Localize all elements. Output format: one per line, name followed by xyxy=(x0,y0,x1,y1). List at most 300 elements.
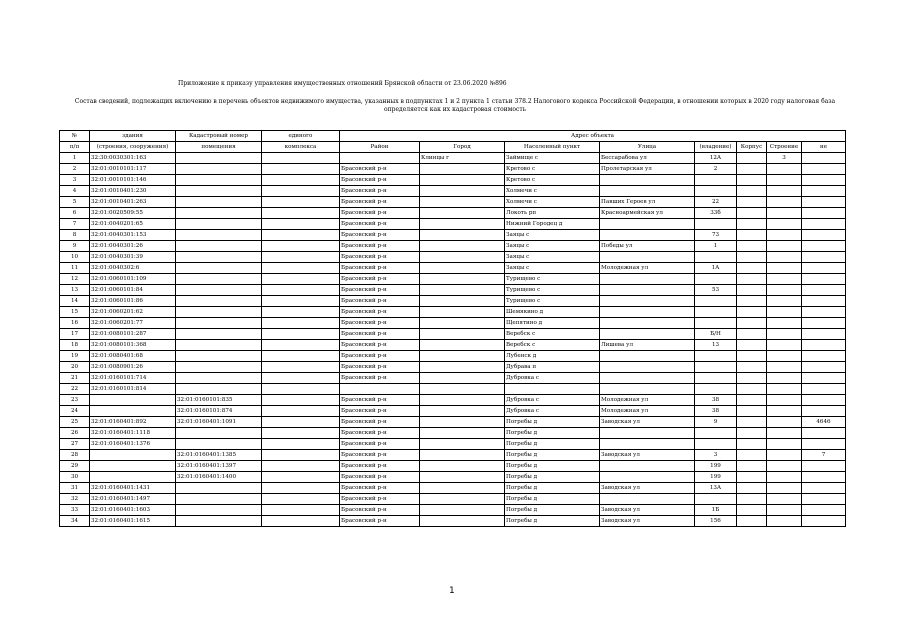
table-header-row xyxy=(60,142,846,153)
header-cell: Район xyxy=(340,142,420,153)
table-cell: Холмечи с xyxy=(505,197,600,208)
table-cell: Веребск с xyxy=(505,340,600,351)
table-row xyxy=(60,307,846,318)
table-cell: Локоть рп xyxy=(505,208,600,219)
table-cell xyxy=(420,494,505,505)
table-cell: Брасовский р-н xyxy=(340,186,420,197)
table-cell xyxy=(767,362,802,373)
table-cell xyxy=(802,186,846,197)
table-cell: Брасовский р-н xyxy=(340,373,420,384)
table-cell: Брасовский р-н xyxy=(340,494,420,505)
table-cell xyxy=(802,494,846,505)
table-cell: Молодежная ул xyxy=(600,263,695,274)
table-cell: Холмечи с xyxy=(505,186,600,197)
table-row xyxy=(60,274,846,285)
table-cell xyxy=(695,494,737,505)
table-cell xyxy=(737,362,767,373)
table-cell xyxy=(802,373,846,384)
table-cell xyxy=(737,483,767,494)
table-cell xyxy=(262,252,340,263)
table-cell xyxy=(737,505,767,516)
table-cell xyxy=(737,285,767,296)
table-cell: 32:01:0040301:153 xyxy=(90,230,176,241)
table-cell: 3 xyxy=(695,450,737,461)
table-cell: 32:01:0160401:1397 xyxy=(176,461,262,472)
table-cell xyxy=(767,373,802,384)
table-cell xyxy=(176,329,262,340)
table-cell xyxy=(600,230,695,241)
table-cell: 23 xyxy=(60,395,90,406)
table-cell: 32:01:0160101:835 xyxy=(176,395,262,406)
table-cell: 32:01:0010401:263 xyxy=(90,197,176,208)
table-cell xyxy=(737,164,767,175)
table-cell: Брасовский р-н xyxy=(340,516,420,527)
table-cell xyxy=(420,263,505,274)
table-cell: 33 xyxy=(60,505,90,516)
table-cell xyxy=(90,461,176,472)
table-cell xyxy=(695,318,737,329)
table-cell xyxy=(420,373,505,384)
table-cell: 38 xyxy=(695,395,737,406)
table-body xyxy=(60,153,846,527)
table-cell: 19 xyxy=(60,351,90,362)
table-cell: Брасовский р-н xyxy=(340,296,420,307)
table-cell xyxy=(176,373,262,384)
table-cell: Брасовский р-н xyxy=(340,428,420,439)
table-cell xyxy=(767,483,802,494)
table-cell xyxy=(176,351,262,362)
table-cell: 32:01:0160401:1376 xyxy=(90,439,176,450)
table-cell xyxy=(802,307,846,318)
table-cell xyxy=(767,296,802,307)
table-cell: 32:01:0160101:714 xyxy=(90,373,176,384)
table-cell xyxy=(737,175,767,186)
table-cell: Брасовский р-н xyxy=(340,164,420,175)
table-cell: Заяцы с xyxy=(505,263,600,274)
table-cell: 3 xyxy=(60,175,90,186)
table-cell xyxy=(737,351,767,362)
table-cell: Заводская ул xyxy=(600,483,695,494)
table-cell: Турищево с xyxy=(505,285,600,296)
header-cell-address: Адрес объекта xyxy=(340,131,846,142)
table-cell: Дубровка с xyxy=(505,406,600,417)
table-cell: 199 xyxy=(695,472,737,483)
table-cell: 1А xyxy=(695,263,737,274)
page-number: 1 xyxy=(449,586,455,596)
table-cell xyxy=(802,428,846,439)
table-cell xyxy=(90,472,176,483)
table-cell xyxy=(505,384,600,395)
table-cell xyxy=(176,340,262,351)
table-cell xyxy=(176,164,262,175)
table-cell: 32:01:0060101:109 xyxy=(90,274,176,285)
table-cell: 32:01:0160401:1091 xyxy=(176,417,262,428)
table-cell: Брасовский р-н xyxy=(340,483,420,494)
table-cell xyxy=(767,395,802,406)
table-cell xyxy=(420,219,505,230)
table-cell: Погребы д xyxy=(505,450,600,461)
table-cell: 38 xyxy=(695,406,737,417)
table-cell xyxy=(420,505,505,516)
table-cell xyxy=(90,450,176,461)
table-cell xyxy=(802,296,846,307)
table-cell xyxy=(767,494,802,505)
table-row xyxy=(60,175,846,186)
table-cell xyxy=(176,230,262,241)
table-row xyxy=(60,208,846,219)
table-cell: Заяцы с xyxy=(505,230,600,241)
table-cell: Брасовский р-н xyxy=(340,241,420,252)
table-cell xyxy=(737,428,767,439)
table-cell: Брасовский р-н xyxy=(340,340,420,351)
table-cell xyxy=(262,307,340,318)
table-cell: Заводская ул xyxy=(600,450,695,461)
table-cell xyxy=(737,340,767,351)
table-cell xyxy=(737,494,767,505)
table-cell xyxy=(90,406,176,417)
table-cell: Заяцы с xyxy=(505,252,600,263)
table-cell: 32:01:0160401:1431 xyxy=(90,483,176,494)
table-cell xyxy=(420,483,505,494)
table-cell xyxy=(767,263,802,274)
table-cell: Брасовский р-н xyxy=(340,263,420,274)
table-row xyxy=(60,450,846,461)
table-cell: Заводская ул xyxy=(600,516,695,527)
table-cell xyxy=(767,197,802,208)
table-cell: Брасовский р-н xyxy=(340,406,420,417)
table-cell: Лишева ул xyxy=(600,340,695,351)
table-cell: 32:01:0160101:874 xyxy=(176,406,262,417)
table-cell xyxy=(767,219,802,230)
table-cell: Кретово с xyxy=(505,164,600,175)
table-cell xyxy=(767,516,802,527)
table-cell xyxy=(767,164,802,175)
table-cell xyxy=(802,230,846,241)
table-cell xyxy=(695,384,737,395)
table-cell: 32:01:0160401:1118 xyxy=(90,428,176,439)
table-row xyxy=(60,296,846,307)
table-cell xyxy=(695,296,737,307)
table-cell: 13А xyxy=(695,483,737,494)
table-cell xyxy=(176,384,262,395)
table-cell: Клинцы г xyxy=(420,153,505,164)
table-row xyxy=(60,384,846,395)
table-cell: 32:30:0030301:163 xyxy=(90,153,176,164)
table-cell xyxy=(737,384,767,395)
table-cell: Брасовский р-н xyxy=(340,417,420,428)
table-cell: 2 xyxy=(60,164,90,175)
table-cell xyxy=(737,318,767,329)
table-cell xyxy=(262,153,340,164)
table-row xyxy=(60,516,846,527)
table-cell xyxy=(176,362,262,373)
table-cell xyxy=(767,505,802,516)
table-cell: Брасовский р-н xyxy=(340,439,420,450)
table-cell xyxy=(262,208,340,219)
table-cell: 156 xyxy=(695,516,737,527)
table-cell: Брасовский р-н xyxy=(340,395,420,406)
table-cell xyxy=(262,329,340,340)
table-cell xyxy=(767,175,802,186)
table-cell xyxy=(802,219,846,230)
table-cell xyxy=(600,318,695,329)
table-row xyxy=(60,439,846,450)
table-cell xyxy=(737,307,767,318)
table-cell xyxy=(600,472,695,483)
table-cell xyxy=(420,450,505,461)
table-cell xyxy=(600,296,695,307)
table-cell xyxy=(737,219,767,230)
table-cell: 32:01:0040302:6 xyxy=(90,263,176,274)
header-cell: Населенный пункт xyxy=(505,142,600,153)
table-cell xyxy=(600,175,695,186)
table-cell xyxy=(767,285,802,296)
table-cell: 25 xyxy=(60,417,90,428)
table-cell xyxy=(767,318,802,329)
table-cell: 53 xyxy=(695,285,737,296)
table-cell: Дубровка с xyxy=(505,395,600,406)
header-cell: Улица xyxy=(600,142,695,153)
table-cell xyxy=(695,373,737,384)
table-cell: 9 xyxy=(695,417,737,428)
table-cell: 34 xyxy=(60,516,90,527)
table-cell xyxy=(695,219,737,230)
table-cell: 20 xyxy=(60,362,90,373)
table-cell: Брасовский р-н xyxy=(340,450,420,461)
table-cell: Погребы д xyxy=(505,494,600,505)
table-cell xyxy=(176,318,262,329)
table-cell: Лубенск д xyxy=(505,351,600,362)
header-cell: здания xyxy=(90,131,176,142)
table-cell xyxy=(737,197,767,208)
table-cell: 7 xyxy=(802,450,846,461)
table-cell xyxy=(262,296,340,307)
table-cell xyxy=(176,494,262,505)
table-cell xyxy=(737,461,767,472)
table-cell xyxy=(262,219,340,230)
table-cell xyxy=(262,406,340,417)
table-cell xyxy=(262,505,340,516)
table-row xyxy=(60,219,846,230)
table-cell xyxy=(767,274,802,285)
table-cell: Красноармейская ул xyxy=(600,208,695,219)
table-cell xyxy=(802,329,846,340)
table-cell: Заяцы с xyxy=(505,241,600,252)
table-cell: 33б xyxy=(695,208,737,219)
table-cell xyxy=(767,428,802,439)
table-cell: Турищево с xyxy=(505,296,600,307)
table-cell: 4 xyxy=(60,186,90,197)
table-cell xyxy=(767,450,802,461)
table-cell xyxy=(262,230,340,241)
table-cell xyxy=(176,219,262,230)
table-cell xyxy=(695,439,737,450)
table-cell xyxy=(176,483,262,494)
table-cell xyxy=(176,307,262,318)
table-cell xyxy=(176,516,262,527)
table-row xyxy=(60,340,846,351)
table-cell: Павших Героев ул xyxy=(600,197,695,208)
table-cell xyxy=(802,153,846,164)
table-cell xyxy=(600,439,695,450)
table-cell xyxy=(600,494,695,505)
table-cell xyxy=(420,307,505,318)
table-cell: Брасовский р-н xyxy=(340,505,420,516)
table-cell: 22 xyxy=(695,197,737,208)
table-cell xyxy=(90,395,176,406)
header-cell: п/п xyxy=(60,142,90,153)
table-cell: Брасовский р-н xyxy=(340,472,420,483)
table-row xyxy=(60,373,846,384)
table-row xyxy=(60,362,846,373)
table-cell xyxy=(176,263,262,274)
table-cell: 199 xyxy=(695,461,737,472)
table-cell xyxy=(695,252,737,263)
table-cell xyxy=(262,340,340,351)
table-cell xyxy=(176,505,262,516)
table-cell xyxy=(802,505,846,516)
table-cell: Б/Н xyxy=(695,329,737,340)
table-row xyxy=(60,472,846,483)
table-cell xyxy=(420,329,505,340)
register-table xyxy=(59,130,846,527)
table-cell xyxy=(420,351,505,362)
table-cell xyxy=(176,252,262,263)
table-cell: 4646 xyxy=(802,417,846,428)
table-cell xyxy=(600,428,695,439)
table-cell xyxy=(767,186,802,197)
table-cell: 32:01:0160401:1400 xyxy=(176,472,262,483)
table-cell xyxy=(262,494,340,505)
table-cell xyxy=(262,450,340,461)
table-cell xyxy=(767,406,802,417)
table-cell xyxy=(262,274,340,285)
table-cell: 32:01:0040201:65 xyxy=(90,219,176,230)
table-cell xyxy=(420,461,505,472)
table-cell: Брасовский р-н xyxy=(340,329,420,340)
table-cell: 73 xyxy=(695,230,737,241)
table-row xyxy=(60,494,846,505)
table-cell: 14 xyxy=(60,296,90,307)
table-cell: Брасовский р-н xyxy=(340,318,420,329)
table-cell xyxy=(802,483,846,494)
table-cell: 16 xyxy=(60,318,90,329)
table-cell xyxy=(737,186,767,197)
table-cell: Молодежная ул xyxy=(600,395,695,406)
table-cell xyxy=(420,406,505,417)
table-cell: 13 xyxy=(695,340,737,351)
table-cell xyxy=(695,274,737,285)
table-cell xyxy=(767,439,802,450)
table-cell: Щепятино д xyxy=(505,318,600,329)
table-cell: 31 xyxy=(60,483,90,494)
table-cell xyxy=(420,186,505,197)
table-cell: 13 xyxy=(60,285,90,296)
table-cell xyxy=(767,329,802,340)
table-cell: Турищево с xyxy=(505,274,600,285)
table-cell xyxy=(262,263,340,274)
table-cell: 10 xyxy=(60,252,90,263)
table-cell xyxy=(737,274,767,285)
header-cell: единого xyxy=(262,131,340,142)
table-cell xyxy=(176,186,262,197)
table-cell xyxy=(802,395,846,406)
document-subtitle: Состав сведений, подлежащих включению в перечень объектов недвижимого имущества, указанных в подпунктах 1 и 2 пункта 1 статьи 378.2 Налогового кодекса Российской Федерации, в отношении которых в 2020 году налоговая база определяется как их кадастровая стоимость xyxy=(74,98,836,113)
table-cell: 32:01:0020509:55 xyxy=(90,208,176,219)
table-cell xyxy=(737,241,767,252)
table-cell xyxy=(420,274,505,285)
table-cell xyxy=(600,362,695,373)
document-title: Приложение к приказу управления имущественных отношений Брянской области от 23.06.2020 №896 xyxy=(178,80,507,87)
table-cell: 15 xyxy=(60,307,90,318)
table-cell xyxy=(802,439,846,450)
table-cell: 7 xyxy=(60,219,90,230)
table-cell xyxy=(802,384,846,395)
table-cell: 32:01:0010401:230 xyxy=(90,186,176,197)
table-cell xyxy=(802,362,846,373)
table-cell xyxy=(420,197,505,208)
table-cell xyxy=(802,175,846,186)
table-cell xyxy=(420,208,505,219)
table-cell xyxy=(695,351,737,362)
table-cell: 12А xyxy=(695,153,737,164)
table-cell: 32:01:0080901:26 xyxy=(90,362,176,373)
table-cell xyxy=(737,296,767,307)
header-cell: Корпус xyxy=(737,142,767,153)
header-cell: комплекса xyxy=(262,142,340,153)
table-cell xyxy=(737,153,767,164)
table-cell xyxy=(600,384,695,395)
table-cell xyxy=(420,164,505,175)
table-cell xyxy=(695,307,737,318)
table-cell: 27 xyxy=(60,439,90,450)
table-cell: 32 xyxy=(60,494,90,505)
table-cell: 32:01:0160401:892 xyxy=(90,417,176,428)
table-cell xyxy=(262,439,340,450)
table-cell xyxy=(767,252,802,263)
table-cell xyxy=(340,384,420,395)
table-cell: 3 xyxy=(767,153,802,164)
table-cell xyxy=(737,263,767,274)
table-cell xyxy=(767,208,802,219)
table-cell xyxy=(262,186,340,197)
table-cell: Брасовский р-н xyxy=(340,219,420,230)
table-row xyxy=(60,428,846,439)
table-cell xyxy=(767,417,802,428)
table-cell xyxy=(600,329,695,340)
table-cell xyxy=(262,461,340,472)
table-cell xyxy=(262,351,340,362)
table-row xyxy=(60,263,846,274)
table-cell: Брасовский р-н xyxy=(340,208,420,219)
table-row xyxy=(60,153,846,164)
table-cell xyxy=(802,241,846,252)
table-cell: 17 xyxy=(60,329,90,340)
table-cell xyxy=(420,318,505,329)
table-cell xyxy=(600,307,695,318)
table-cell: 1 xyxy=(695,241,737,252)
table-cell xyxy=(695,186,737,197)
table-cell: 32:01:0080101:287 xyxy=(90,329,176,340)
table-cell: Займище с xyxy=(505,153,600,164)
header-cell: (владение) xyxy=(695,142,737,153)
table-cell xyxy=(600,373,695,384)
table-cell: Погребы д xyxy=(505,472,600,483)
table-cell xyxy=(420,230,505,241)
table-cell: Кретово с xyxy=(505,175,600,186)
table-cell: 29 xyxy=(60,461,90,472)
table-cell: 32:01:0080101:368 xyxy=(90,340,176,351)
